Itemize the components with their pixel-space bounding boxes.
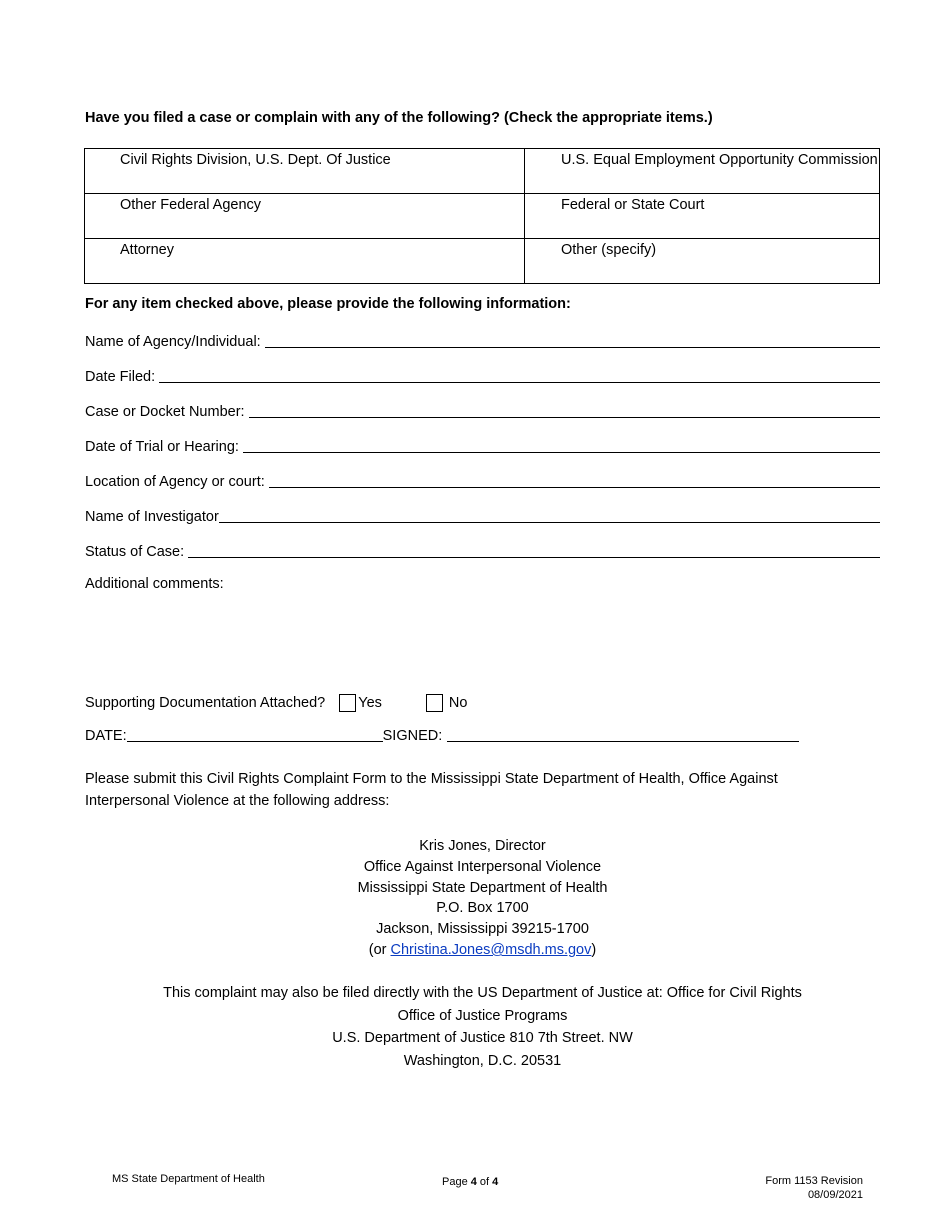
submit-instructions: Please submit this Civil Rights Complaint Form to the Mississippi State Department of Health, Office Against Interpersonal Violence at the following address: xyxy=(85,771,778,809)
address-line: Jackson, Mississippi 39215-1700 xyxy=(376,921,589,938)
address-line: Office Against Interpersonal Violence xyxy=(363,858,602,875)
status-input[interactable] xyxy=(188,556,880,558)
no-label: No xyxy=(448,695,468,711)
trial-date-input[interactable] xyxy=(243,451,880,453)
table-row xyxy=(85,239,880,284)
agency-name-label: Name of Agency/Individual: xyxy=(85,334,261,350)
option-civil-rights-division[interactable]: Civil Rights Division, U.S. Dept. Of Justice xyxy=(85,149,525,194)
yes-label: Yes xyxy=(358,695,382,711)
form-number: Form 1153 Revision xyxy=(765,1175,863,1187)
signature-row xyxy=(85,728,800,744)
email-suffix: ) xyxy=(591,941,597,958)
investigator-label: Name of Investigator xyxy=(85,509,219,525)
doj-line: Office of Justice Programs xyxy=(397,1007,568,1024)
signed-label: SIGNED: xyxy=(382,728,443,744)
location-field xyxy=(85,468,880,490)
address-line: Mississippi State Department of Health xyxy=(357,879,608,896)
trial-date-label: Date of Trial or Hearing: xyxy=(85,439,239,455)
supporting-documentation-label: Supporting Documentation Attached? xyxy=(85,695,326,711)
date-filed-label: Date Filed: xyxy=(85,369,156,385)
option-federal-state-court[interactable]: Federal or State Court xyxy=(525,194,880,239)
trial-date-field xyxy=(85,433,880,455)
location-input[interactable] xyxy=(269,486,880,488)
case-number-input[interactable] xyxy=(249,416,880,418)
case-number-label: Case or Docket Number: xyxy=(85,404,245,420)
info-heading: For any item checked above, please provide the following information: xyxy=(85,296,571,312)
case-number-field xyxy=(85,398,880,420)
agency-name-field xyxy=(85,328,880,350)
date-label: DATE: xyxy=(85,728,127,744)
page-prefix: Page xyxy=(442,1176,471,1188)
date-filed-input[interactable] xyxy=(159,381,880,383)
date-filed-field xyxy=(85,363,880,385)
status-field xyxy=(85,538,880,560)
email-prefix: (or xyxy=(368,941,391,958)
agency-checklist-table xyxy=(84,148,880,284)
table-row xyxy=(85,194,880,239)
additional-comments-label: Additional comments: xyxy=(85,576,224,592)
investigator-input[interactable] xyxy=(219,521,880,523)
option-other-federal-agency[interactable]: Other Federal Agency xyxy=(85,194,525,239)
option-other-specify[interactable]: Other (specify) xyxy=(525,239,880,284)
page-of: of xyxy=(476,1176,493,1188)
address-line: Kris Jones, Director xyxy=(419,838,546,854)
email-line xyxy=(250,940,715,961)
yes-checkbox[interactable] xyxy=(339,694,356,712)
doj-line: This complaint may also be filed directly with the US Department of Justice at: Office for Civil Rights xyxy=(163,985,802,1001)
option-attorney[interactable]: Attorney xyxy=(85,239,525,284)
date-input[interactable] xyxy=(127,740,383,742)
question-heading: Have you filed a case or complain with any of the following? (Check the appropriate items.) xyxy=(85,110,713,126)
agency-name-input[interactable] xyxy=(265,346,880,348)
doj-address xyxy=(100,982,865,1072)
investigator-field xyxy=(85,503,880,525)
no-checkbox[interactable] xyxy=(426,694,443,712)
revision-date: 08/09/2021 xyxy=(807,1189,863,1201)
supporting-documentation-row xyxy=(85,694,467,712)
email-link[interactable]: Christina.Jones@msdh.ms.gov xyxy=(390,941,592,958)
footer-page-number xyxy=(442,1176,498,1188)
page-current: 4 xyxy=(470,1176,477,1188)
address-line: P.O. Box 1700 xyxy=(436,900,529,917)
table-row xyxy=(85,149,880,194)
page-total: 4 xyxy=(492,1176,499,1188)
mailing-address xyxy=(250,836,715,961)
doj-line: U.S. Department of Justice 810 7th Street. NW xyxy=(332,1030,633,1047)
footer-organization: MS State Department of Health xyxy=(112,1173,265,1185)
status-label: Status of Case: xyxy=(85,544,185,560)
option-eeoc[interactable]: U.S. Equal Employment Opportunity Commission xyxy=(525,149,880,194)
doj-line: Washington, D.C. 20531 xyxy=(403,1052,562,1069)
location-label: Location of Agency or court: xyxy=(85,474,265,490)
signature-input[interactable] xyxy=(447,740,799,742)
footer-form-revision xyxy=(700,1174,863,1202)
